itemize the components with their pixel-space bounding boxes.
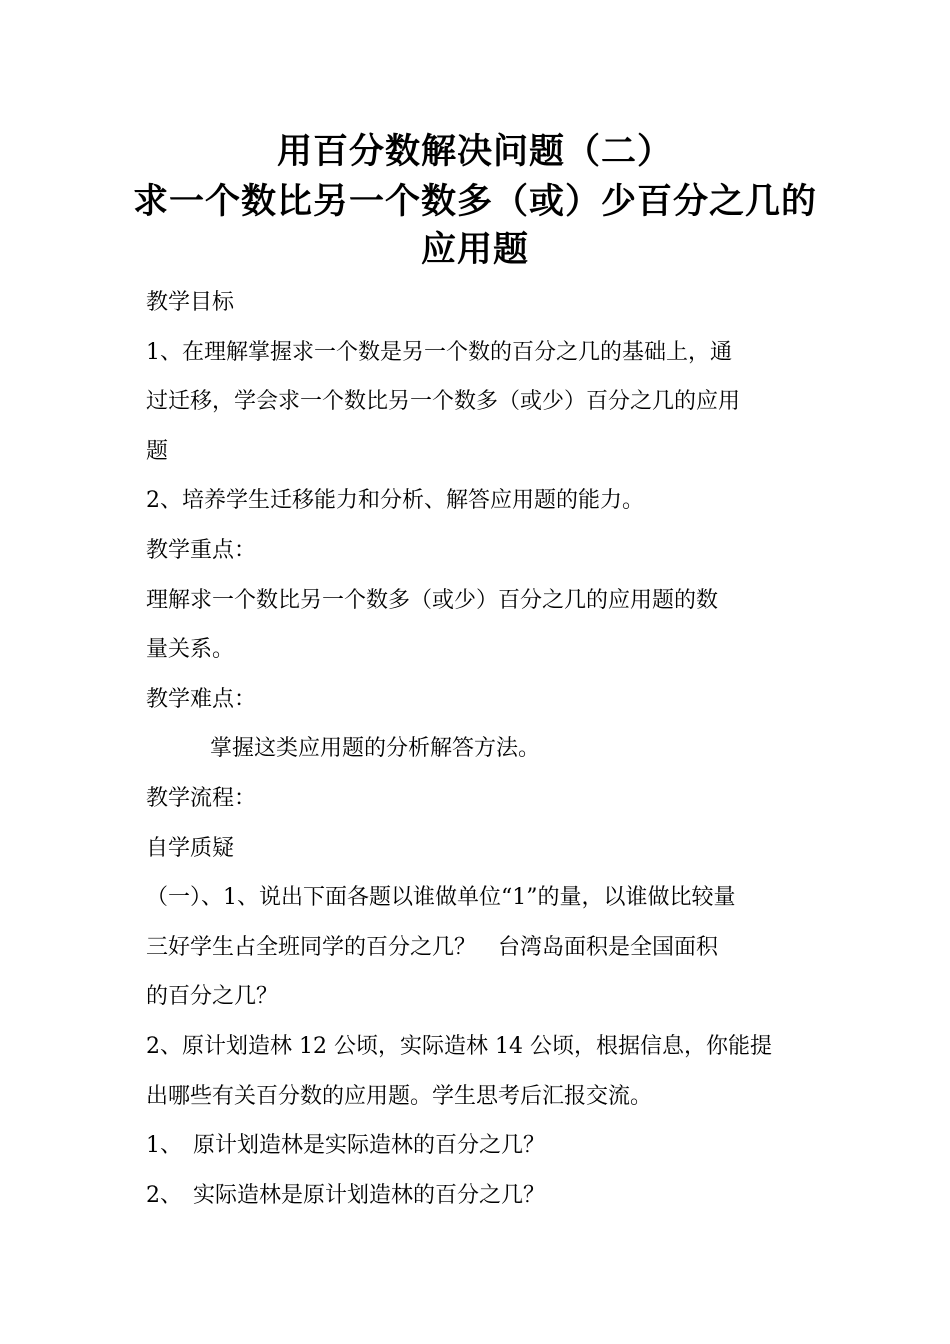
paragraph-line: 1、在理解掌握求一个数是另一个数的百分之几的基础上，通 [146, 339, 732, 365]
document-subtitle-continued: 应用题 [420, 230, 529, 270]
paragraph-line: 2、原计划造林 12 公顷，实际造林 14 公顷，根据信息，你能提 [146, 1033, 772, 1059]
document-title: 用百分数解决问题（二） [276, 132, 673, 172]
paragraph-line: 掌握这类应用题的分析解答方法。 [210, 736, 541, 762]
section-heading-process: 教学流程： [146, 785, 257, 811]
paragraph-line: 三好学生占全班同学的百分之几？ 台湾岛面积是全国面积 [146, 934, 719, 960]
section-heading-key-points: 教学重点： [146, 537, 257, 563]
list-item: 2、 实际造林是原计划造林的百分之几？ [146, 1182, 545, 1208]
document-subtitle: 求一个数比另一个数多（或）少百分之几的 [132, 182, 817, 222]
paragraph-line: 题 [146, 438, 169, 464]
paragraph-line: （一）、1、说出下面各题以谁做单位“1”的量，以谁做比较量 [146, 885, 736, 911]
section-heading-objectives: 教学目标 [146, 290, 235, 315]
list-item: 1、 原计划造林是实际造林的百分之几？ [146, 1133, 545, 1159]
paragraph-line: 2、培养学生迁移能力和分析、解答应用题的能力。 [146, 488, 644, 514]
document-body [146, 278, 816, 1220]
paragraph-line: 出哪些有关百分数的应用题。学生思考后汇报交流。 [146, 1083, 653, 1109]
paragraph-line: 理解求一个数比另一个数多（或少）百分之几的应用题的数 [146, 587, 719, 613]
section-heading-difficulties: 教学难点： [146, 686, 257, 712]
paragraph-line: 过迁移，学会求一个数比另一个数多（或少）百分之几的应用 [146, 389, 741, 415]
paragraph-line: 的百分之几？ [146, 984, 279, 1010]
section-heading-self-study: 自学质疑 [146, 835, 235, 861]
paragraph-line: 量关系。 [146, 637, 235, 663]
